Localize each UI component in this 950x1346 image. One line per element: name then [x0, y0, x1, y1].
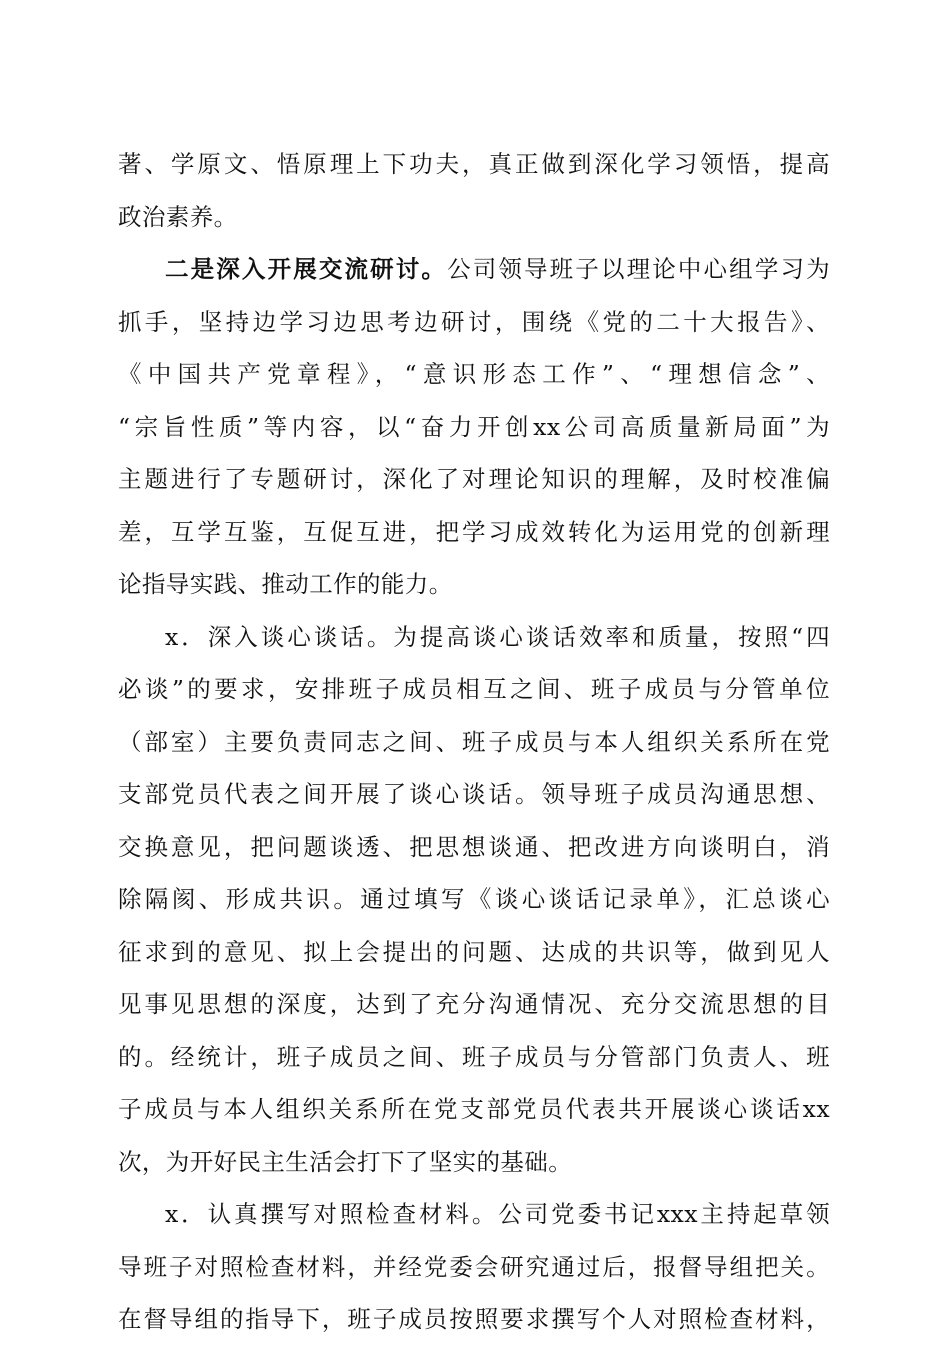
paragraph-study-continued [118, 138, 830, 243]
text-line: 《中国共产党章程》，“意识形态工作”、“理想信念”、 [118, 360, 830, 388]
text-line: “宗旨性质”等内容，以“奋力开创xx公司高质量新局面”为 [118, 412, 830, 441]
text-line: （部室）主要负责同志之间、班子成员与本人组织关系所在党 [118, 727, 830, 756]
text-line: 差，互学互鉴，互促互进，把学习成效转化为运用党的创新理 [118, 517, 830, 546]
paragraph-heart-to-heart-talks [118, 611, 830, 1189]
paragraph-heading: 二是深入开展交流研讨。 [165, 255, 448, 283]
text-line: 的。经统计，班子成员之间、班子成员与分管部门负责人、班 [118, 1042, 830, 1071]
text-line: 政治素养。 [118, 202, 238, 231]
text-line: 交换意见，把问题谈透、把思想谈通、把改进方向谈明白，消 [118, 832, 830, 861]
text-line: 次，为开好民主生活会打下了坚实的基础。 [118, 1147, 573, 1176]
text-line: 见事见思想的深度，达到了充分沟通情况、充分交流思想的目 [118, 990, 830, 1018]
text-line: 在督导组的指导下，班子成员按照要求撰写个人对照检查材料， [118, 1305, 830, 1333]
text-line: 必谈”的要求，安排班子成员相互之间、班子成员与分管单位 [118, 675, 830, 703]
text-line: 抓手，坚持边学习边思考边研讨，围绕《党的二十大报告》、 [118, 307, 830, 336]
text-line: 导班子对照检查材料，并经党委会研究通过后，报督导组把关。 [118, 1252, 830, 1281]
text-line: x．深入谈心谈话。为提高谈心谈话效率和质量，按照“四 [165, 622, 830, 651]
text-line: 子成员与本人组织关系所在党支部党员代表共开展谈心谈话xx [118, 1095, 830, 1123]
text-line: 除隔阂、形成共识。通过填写《谈心谈话记录单》，汇总谈心 [118, 885, 830, 913]
paragraph-exchange-discussion [118, 243, 830, 611]
text-line: 支部党员代表之间开展了谈心谈话。领导班子成员沟通思想、 [118, 780, 830, 808]
text-line: 征求到的意见、拟上会提出的问题、达成的共识等，做到见人 [118, 937, 830, 966]
text-segment: 公司领导班子以理论中心组学习为 [447, 255, 831, 283]
paragraph-self-examination-materials [118, 1188, 830, 1346]
text-line: 主题进行了专题研讨，深化了对理论知识的理解，及时校准偏 [118, 465, 830, 493]
document-body [118, 138, 830, 1346]
text-line: 论指导实践、推动工作的能力。 [118, 570, 453, 598]
text-line: x．认真撰写对照检查材料。公司党委书记xxx主持起草领 [165, 1200, 830, 1228]
text-line: 著、学原文、悟原理上下功夫，真正做到深化学习领悟，提高 [118, 150, 830, 178]
text-line [118, 243, 830, 296]
